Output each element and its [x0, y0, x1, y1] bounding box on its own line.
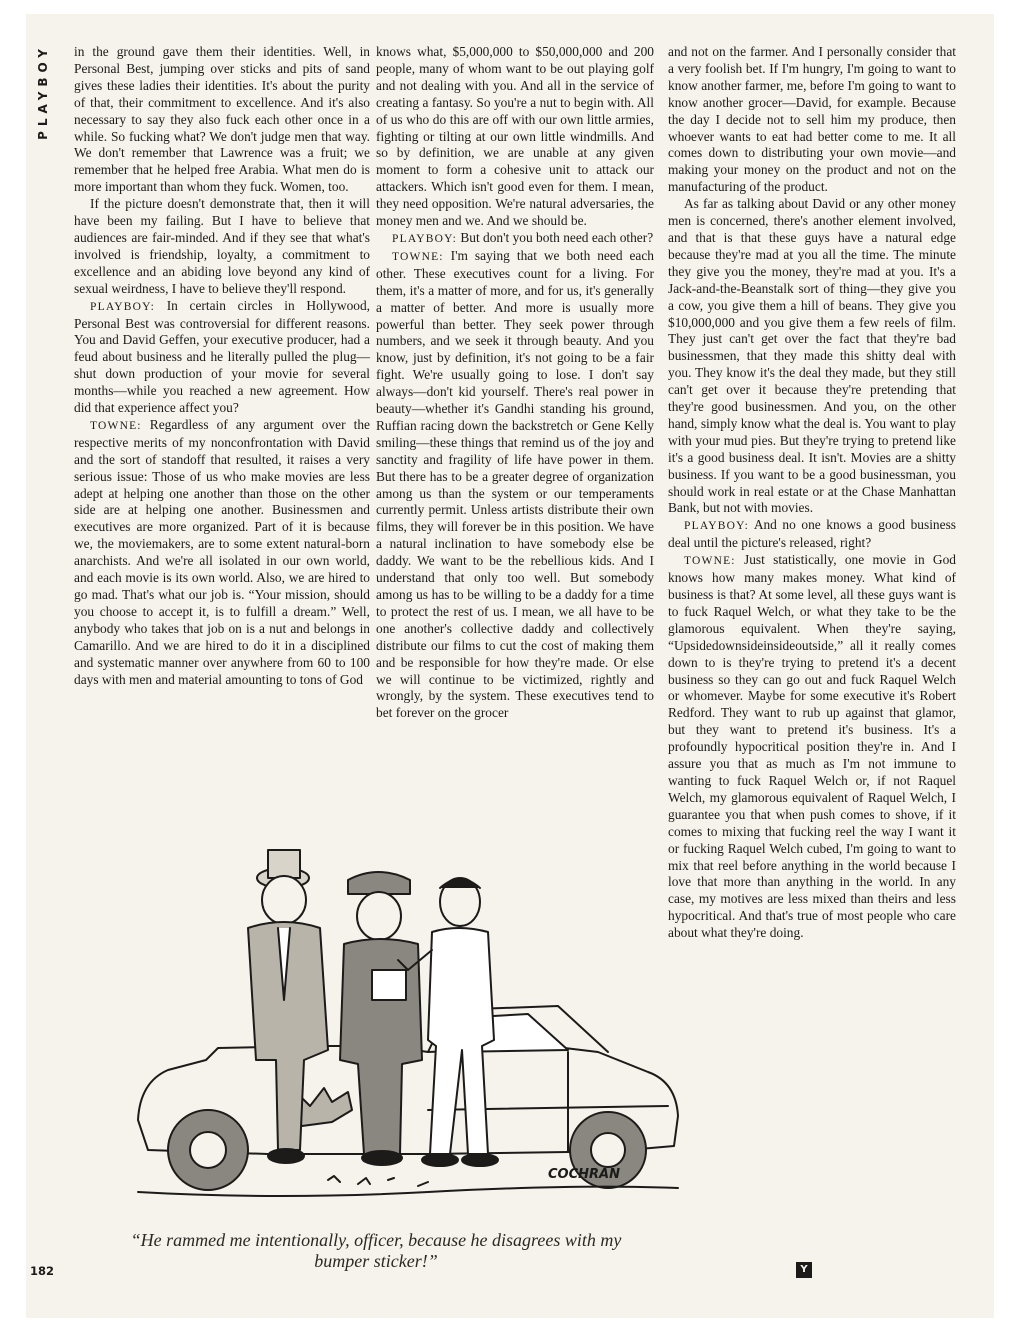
- speaker-label: TOWNE:: [684, 555, 736, 568]
- speaker-label: TOWNE:: [392, 250, 444, 263]
- interview-answer: [74, 417, 370, 689]
- paragraph: and not on the farmer. And I personally consider that a very foolish bet. If I'm hungry, I'm going to want to know another farmer, me, before I'm going to want to know another grocer—David, for example. Because the day I decide not to sell him my produce, then whoever wants to eat had better come to me. It all comes down to distributing your own movie—and making your money on the product and not on the manufacturing of the product.: [668, 44, 956, 195]
- question-text: In certain circles in Hollywood, Personal Best was controversial for different reasons. You and David Geffen, your executive producer, had a feud about business and he literally pulled the plug—shut down production of your movie for several months—while you reached a new agreement. How did that experience affect you?: [74, 297, 370, 416]
- interview-answer: [668, 552, 956, 942]
- paragraph: If the picture doesn't demonstrate that, then it will have been my failing. But I have to believe that audiences are fair-minded. And if they see that what's involved is friendship, loyalty, a commitment to excellence and an abiding love beyond any kind of sexual weirdness, I have to believe they'll respond.: [74, 196, 370, 296]
- cartoon-signature: COCHRAN: [548, 1167, 620, 1182]
- question-text: But don't you both need each other?: [457, 229, 654, 245]
- text-column-3: [668, 44, 956, 942]
- cartoon-caption: “He rammed me intentionally, officer, because he disagrees with my bumper sticker!”: [130, 1230, 622, 1271]
- speaker-label: PLAYBOY:: [392, 232, 457, 245]
- text-column-1: [74, 44, 370, 688]
- cartoon-illustration: [128, 820, 688, 1224]
- answer-text: Regardless of any argument over the respective merits of my nonconfrontation with David and the sort of standoff that resulted, it raises a very serious issue: Those of us who make movies are less adept at helping one another than those on the other side are at helping one another. Businessmen and executives are more organized. Part of it is because we, the moviemakers, are to some extent natural-born anarchists. And we're all isolated in our own world, and each movie is its own world. Also, we are hired to go mad. That's what our job is. “Your mission, should you choose to accept it, is to fulfill a dream.” Well, anybody who takes that job on is a nut and belongs in Camarillo. And we are hired to do it in a disciplined and systematic manner over anywhere from 60 to 100 days with men and material amounting to tons of God: [74, 416, 370, 687]
- answer-text: I'm saying that we both need each other. These executives count for a living. For them, it's a matter of more, and for us, it's generally a matter of better. And more is usually more powerful than better. They seek power through numbers, and we seek it through beauty. And you know, just by definition, it's not going to be a fair fight. We're usually going to lose. I don't say always—don't kid yourself. There's real power in beauty—whether it's Gandhi standing his ground, Ruffian racing down the backstretch or Gene Kelly smiling—these things that remind us of the joy and sanctity and fragility of life have power in them. But there has to be a greater degree of organization among us than the system or our temperaments currently permit. Unless artists distribute their own films, they will forever be in this position. We have a natural inclination to have somebody else be daddy. We want to be the rebellious kids. And I understand that only too well. But somebody among us has to be willing to be a daddy for a time to protect the rest of us. I mean, we all have to be one another's collective daddy and collectively distribute our films to cut the cost of making them and be responsible for how they're made. Or else we will continue to be victimized, rightly and wrongly, by the system. These executives tend to bet forever on the grocer: [376, 247, 654, 721]
- paragraph: knows what, $5,000,000 to $50,000,000 and 200 people, many of whom want to be out playing golf and not dealing with you. And all in the service of creating a fantasy. So you're a nut to begin with. All of us who do this are off with our own little armies, fighting or tilting at our own little windmills. And so by definition, we are unable at any given moment to form a cohesive unit to attack our attackers. Which isn't good even for them. I mean, they need opposition. We're natural adversaries, the money men and we. And we should be.: [376, 44, 654, 229]
- bunny-endmark-icon: Y: [796, 1262, 812, 1278]
- speaker-label: PLAYBOY:: [684, 520, 749, 533]
- interview-question: [668, 517, 956, 552]
- paragraph: in the ground gave them their identities. Well, in Personal Best, jumping over sticks and pits of sand gives these ladies their identities. It's about the purity of that, their commitment to excellence. And it's also necessary to say they also fuck each other once in a while. So fucking what? We don't judge men that way. We don't remember that Lawrence was a fruit; we remember that he helped free Arabia. What men do is more important than whom they fuck. Women, too.: [74, 44, 370, 195]
- interview-question: [376, 230, 654, 248]
- answer-text: Just statistically, one movie in God knows how many makes money. What kind of business is that? At some level, all these guys want is to fuck Raquel Welch, or what they take to be the glamorous equivalent. When they're saying, “Upsidedownsideinsideoutside,” all it really comes down to is they're trying to pretend it's a decent business so they can go out and fuck Raquel Welch or whomever. Maybe for some executive it's Robert Redford. They want to rub up against that glamor, but they want to pretend it's business. It's a profoundly hypocritical position they're in. And I assure you that as much as I'm not immune to wanting to fuck Raquel Welch or, if not Raquel Welch, my glamorous equivalent of Raquel Welch, I guarantee you that when push comes to shove, if it comes to mixing that fucking reel the way I want it or fucking Raquel Welch cubed, I'm going to want to mix that reel before anything in the world because I love that more than anything in the world. In any case, my motives are less mixed than theirs and less hypocritical. And that's true of most people who care about what they're doing.: [668, 552, 956, 941]
- running-head: PLAYBOY: [36, 44, 50, 140]
- question-text: And no one knows a good business deal until the picture's released, right?: [668, 517, 956, 551]
- text-column-2: [376, 44, 654, 722]
- speaker-label: TOWNE:: [90, 419, 142, 432]
- speaker-label: PLAYBOY:: [90, 300, 155, 313]
- interview-answer: [376, 248, 654, 722]
- paragraph: As far as talking about David or any other money men is concerned, there's another element involved, and that is that these guys have a natural edge because they're mad at you all the time. The minute they give you the money, they're mad at you. It's a Jack-and-the-Beanstalk sort of thing—they give you a cow, you give them a hill of beans. They give you $10,000,000 and you give them a few reels of film. They just can't get over the fact that they're bad businessmen, that they made this shitty deal with you. They know it's the deal they made, but they still can't get over it because they're pretending that they're good businessmen. And you, on the other hand, simply know what the deal is. You want to play with your mud pies. But they're trying to pretend like it's a good business deal. It isn't. Movies are a shitty business. If you want to be a good businessman, you should work in real estate or at the Chase Manhattan Bank, but not with movies.: [668, 196, 956, 516]
- interview-question: [74, 298, 370, 417]
- page-number: 182: [30, 1264, 55, 1278]
- magazine-page: [26, 14, 994, 1318]
